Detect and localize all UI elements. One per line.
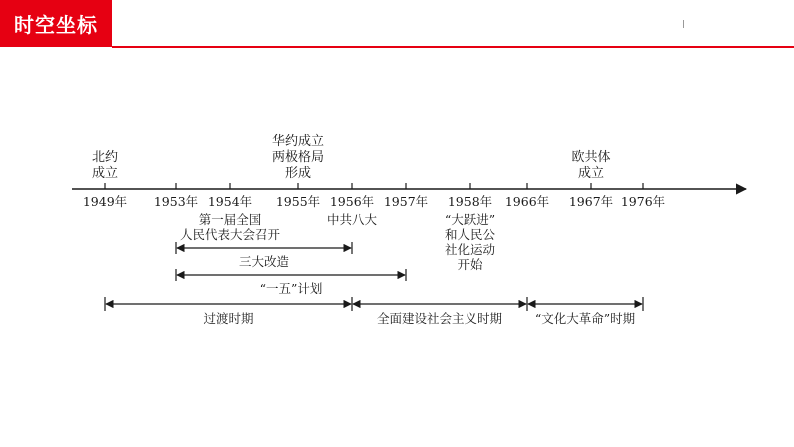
year-label: 1958年 [447,194,493,209]
event-warsaw-line: 两极格局 [271,150,325,165]
event-cpc8-line: 中共八大 [326,212,378,227]
year-label: 1976年 [620,194,666,209]
event-nato-line: 北约 [91,150,119,165]
event-npc-line: 第一届全国 [198,212,262,227]
year-label: 1966年 [504,194,550,209]
event-warsaw-line: 形成 [284,166,312,181]
span-five-year-plan-label: “一五”计划 [259,281,323,296]
event-leap-line: 社化运动 [444,242,496,257]
year-label: 1955年 [275,194,321,209]
year-label: 1967年 [568,194,614,209]
event-leap-line: 开始 [457,257,483,272]
period-cultural-revolution-label: “文化大革命”时期 [534,311,636,326]
header-title: 时空坐标 [14,13,98,37]
event-eec-line: 欧共体 [571,150,611,165]
event-leap-line: “大跃进” [444,212,496,227]
year-label: 1956年 [329,194,375,209]
period-transition-label: 过渡时期 [203,311,254,326]
year-label: 1957年 [383,194,429,209]
event-leap-line: 和人民公 [444,227,496,242]
event-nato-line: 成立 [91,166,119,181]
year-label: 1953年 [153,194,199,209]
period-socialist-construction-label: 全面建设社会主义时期 [376,311,503,326]
event-eec-line: 成立 [577,166,605,181]
span-three-reforms-label: 三大改造 [238,254,290,269]
year-label: 1954年 [207,194,253,209]
event-warsaw-line: 华约成立 [271,134,325,149]
event-npc-line: 人民代表大会召开 [179,227,281,242]
year-label: 1949年 [82,194,128,209]
